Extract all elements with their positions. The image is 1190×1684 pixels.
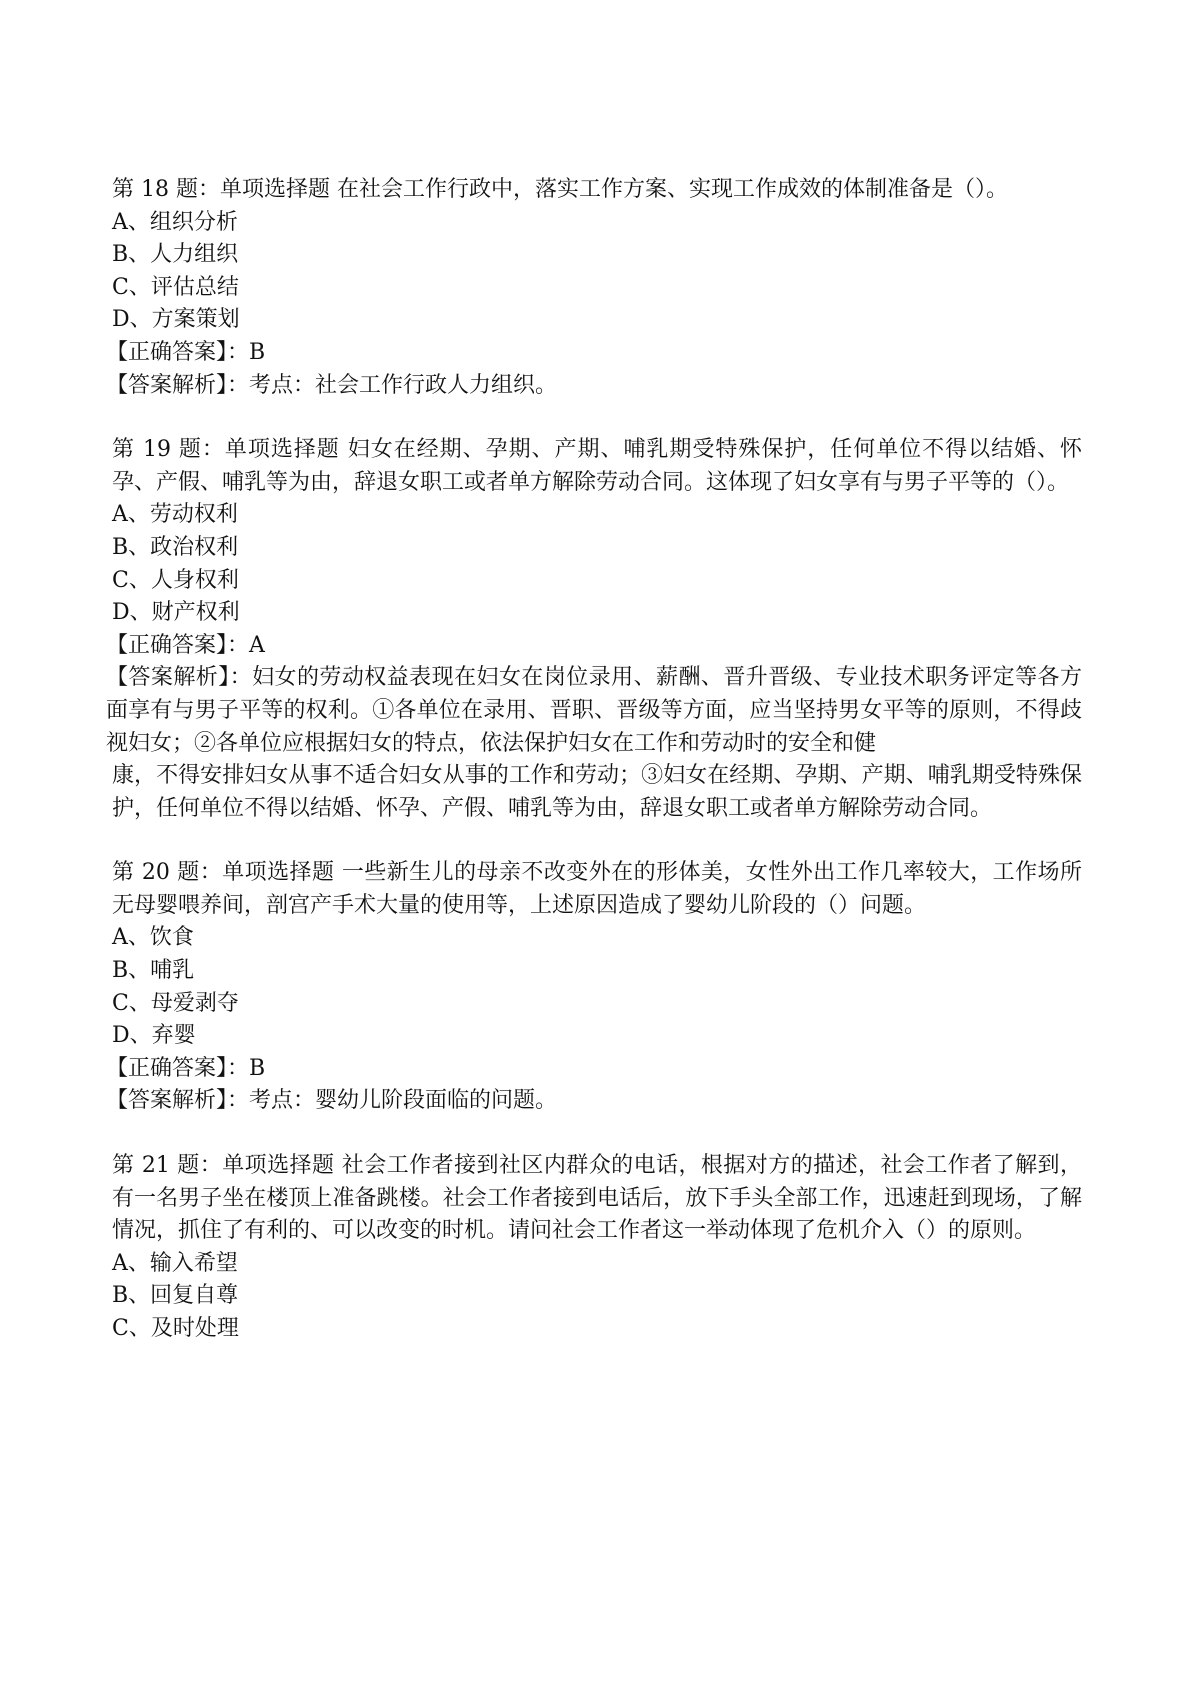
option-a: A、组织分析: [112, 209, 238, 235]
question-stem: [112, 1150, 1082, 1248]
question-type: 单项选择题: [219, 177, 330, 202]
question-19: [106, 434, 1083, 825]
explanation-label: 【答案解析】：: [106, 372, 250, 398]
question-text: 一些新生儿的母亲不改变外在的形体美，女性外出工作几率较大，工作场所无母婴喂养间，剖宫产手术大量的使用等，上述原因造成了婴幼儿阶段的（）问题。: [112, 860, 1082, 918]
answer-value: B: [249, 1055, 266, 1081]
option-c: C、及时处理: [112, 1316, 239, 1341]
question-type: 单项选择题: [222, 1153, 335, 1179]
option-d: D、方案策划: [112, 307, 240, 333]
question-number: 第 18 题：: [112, 177, 220, 202]
explanation-text: 考点：社会工作行政人力组织。: [249, 372, 558, 398]
explanation-label: 【答案解析】：: [106, 665, 253, 691]
correct-answer: [106, 630, 1082, 663]
question-number: 第 21 题：: [112, 1153, 223, 1179]
option-a: A、输入希望: [112, 1250, 238, 1276]
option-b: B、人力组织: [112, 242, 239, 268]
correct-answer: [106, 337, 1082, 370]
question-text: 在社会工作行政中，落实工作方案、实现工作成效的体制准备是（）。: [337, 177, 1009, 202]
option-c: C、评估总结: [112, 274, 239, 300]
question-type: 单项选择题: [224, 437, 340, 463]
answer-value: A: [249, 632, 265, 658]
explanation-text: 妇女的劳动权益表现在妇女在岗位录用、薪酬、晋升晋级、专业技术职务评定等各方面享有与男子平等的权利。①各单位在录用、晋职、晋级等方面，应当坚持男女平等的原则，不得歧视妇女；②各单位应根据妇女的特点，依法保护妇女在工作和劳动时的安全和健: [106, 665, 1082, 756]
answer-value: B: [249, 339, 266, 365]
correct-answer: [106, 1053, 1082, 1086]
question-stem: [112, 857, 1082, 922]
question-stem: [112, 434, 1082, 499]
option-b: B、回复自尊: [112, 1283, 239, 1309]
answer-explanation-continued: 康，不得安排妇女从事不适合妇女从事的工作和劳动；③妇女在经期、孕期、产期、哺乳期受特殊保护，任何单位不得以结婚、怀孕、产假、哺乳等为由，辞退女职工或者单方解除劳动合同。: [112, 763, 1082, 821]
option-c: C、人身权利: [112, 567, 239, 593]
answer-label: 【正确答案】：: [106, 1055, 250, 1081]
option-a: A、劳动权利: [112, 502, 238, 528]
option-b: B、政治权利: [112, 534, 239, 560]
option-a: A、饮食: [112, 925, 194, 951]
question-18: [106, 174, 1082, 402]
question-21: [112, 1150, 1082, 1346]
question-20: [106, 857, 1082, 1118]
question-stem: [112, 174, 1082, 207]
option-c: C、母爱剥夺: [112, 990, 239, 1016]
option-d: D、财产权利: [112, 600, 240, 626]
answer-explanation: [106, 1085, 1082, 1118]
question-type: 单项选择题: [222, 860, 335, 886]
answer-label: 【正确答案】：: [106, 339, 250, 365]
answer-explanation: [106, 662, 1082, 760]
question-number: 第 20 题：: [112, 860, 223, 886]
question-text: 社会工作者接到社区内群众的电话，根据对方的描述，社会工作者了解到，有一名男子坐在楼顶上准备跳楼。社会工作者接到电话后，放下手头全部工作，迅速赶到现场，了解情况，抓住了有利的、可以改变的时机。请问社会工作者这一举动体现了危机介入（）的原则。: [112, 1153, 1082, 1244]
answer-label: 【正确答案】：: [106, 632, 250, 658]
explanation-label: 【答案解析】：: [106, 1088, 250, 1114]
question-number: 第 19 题：: [112, 437, 225, 463]
document-page: [106, 174, 1083, 1378]
option-d: D、弃婴: [112, 1023, 196, 1049]
question-text: 妇女在经期、孕期、产期、哺乳期受特殊保护，任何单位不得以结婚、怀孕、产假、哺乳等为由，辞退女职工或者单方解除劳动合同。这体现了妇女享有与男子平等的（）。: [112, 437, 1083, 495]
option-b: B、哺乳: [112, 958, 195, 984]
explanation-text: 考点：婴幼儿阶段面临的问题。: [249, 1088, 558, 1114]
answer-explanation: [106, 370, 1082, 403]
